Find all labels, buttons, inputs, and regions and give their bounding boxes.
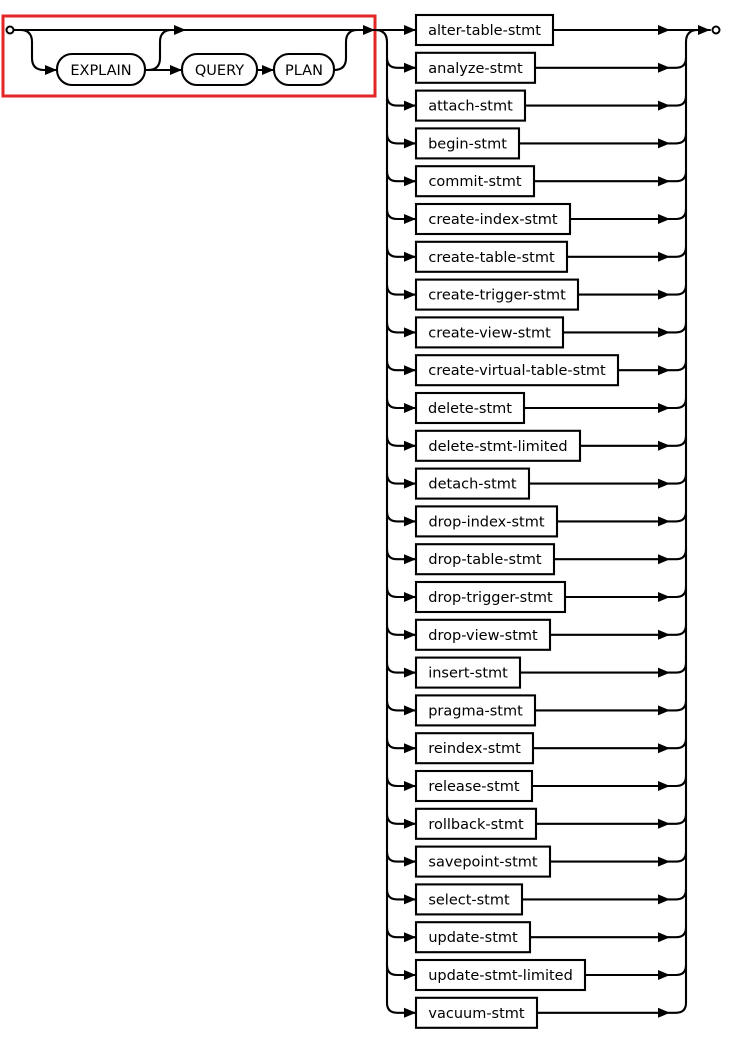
right-rail bbox=[686, 30, 698, 1003]
stmt-exit-arrow-icon bbox=[658, 894, 670, 904]
stmt-label-drop-index-stmt: drop-index-stmt bbox=[428, 514, 545, 531]
stmt-entry-arrow-icon bbox=[404, 25, 416, 35]
query-keyword: QUERY bbox=[194, 63, 245, 79]
stmt-exit-arrow-icon bbox=[658, 214, 670, 224]
stmt-entry-arrow-icon bbox=[404, 101, 416, 111]
stmt-entry-arrow-icon bbox=[404, 516, 416, 526]
stmt-label-rollback-stmt: rollback-stmt bbox=[428, 816, 524, 833]
stmt-label-analyze-stmt: analyze-stmt bbox=[428, 60, 523, 77]
stmt-exit-arrow-icon bbox=[658, 101, 670, 111]
stmt-entry-arrow-icon bbox=[404, 479, 416, 489]
stmt-exit-arrow-icon bbox=[658, 554, 670, 564]
stmt-entry-arrow-icon bbox=[404, 214, 416, 224]
stmt-label-pragma-stmt: pragma-stmt bbox=[428, 703, 523, 720]
stmt-label-delete-stmt: delete-stmt bbox=[428, 401, 512, 417]
stmt-exit-drop-trigger-stmt bbox=[565, 587, 686, 597]
stmt-label-detach-stmt: detach-stmt bbox=[428, 476, 517, 493]
stmt-exit-create-trigger-stmt bbox=[578, 285, 686, 295]
stmt-label-release-stmt: release-stmt bbox=[428, 779, 520, 795]
stmt-exit-arrow-icon bbox=[658, 403, 670, 413]
stmt-exit-arrow-icon bbox=[658, 781, 670, 791]
stmt-label-attach-stmt: attach-stmt bbox=[428, 98, 513, 115]
stmt-label-create-view-stmt: create-view-stmt bbox=[428, 325, 551, 342]
stmt-entry-arrow-icon bbox=[404, 970, 416, 980]
stmt-label-create-index-stmt: create-index-stmt bbox=[428, 212, 558, 228]
stmt-label-insert-stmt: insert-stmt bbox=[428, 665, 508, 682]
stmt-entry-arrow-icon bbox=[404, 403, 416, 413]
stmt-label-delete-stmt-limited: delete-stmt-limited bbox=[428, 438, 568, 455]
explain-keyword: EXPLAIN bbox=[70, 63, 132, 79]
stmt-label-select-stmt: select-stmt bbox=[428, 892, 510, 909]
stmt-exit-arrow-icon bbox=[658, 630, 670, 640]
stmt-exit-arrow-icon bbox=[658, 970, 670, 980]
stmt-exit-update-stmt-limited bbox=[585, 965, 686, 975]
alternatives-entry-arrow-icon bbox=[363, 25, 375, 35]
stmt-exit-arrow-icon bbox=[658, 252, 670, 262]
explain-branch-down bbox=[20, 30, 57, 70]
stmt-exit-arrow-icon bbox=[658, 516, 670, 526]
explain-entry-arrow-icon bbox=[45, 65, 57, 75]
stmt-entry-arrow-icon bbox=[404, 705, 416, 715]
stmt-exit-create-view-stmt bbox=[563, 322, 686, 332]
stmt-entry-arrow-icon bbox=[404, 441, 416, 451]
stmt-entry-arrow-icon bbox=[404, 668, 416, 678]
stmt-label-commit-stmt: commit-stmt bbox=[428, 174, 522, 191]
plan-exit-track bbox=[334, 30, 358, 70]
stmt-entry-arrow-icon bbox=[404, 894, 416, 904]
stmt-exit-arrow-icon bbox=[658, 176, 670, 186]
stmt-exit-create-index-stmt bbox=[570, 209, 686, 219]
stmt-exit-arrow-icon bbox=[658, 441, 670, 451]
stmt-exit-create-virtual-table-stmt bbox=[618, 360, 686, 370]
stmt-exit-arrow-icon bbox=[658, 705, 670, 715]
stmt-label-update-stmt-limited: update-stmt-limited bbox=[428, 968, 573, 984]
stmt-exit-create-table-stmt bbox=[567, 247, 686, 257]
stmt-exit-arrow-icon bbox=[658, 932, 670, 942]
stmt-exit-arrow-icon bbox=[658, 138, 670, 148]
stmt-entry-arrow-icon bbox=[404, 327, 416, 337]
plan-keyword: PLAN bbox=[285, 63, 323, 79]
stmt-entry-arrow-icon bbox=[404, 1008, 416, 1018]
stmt-label-drop-view-stmt: drop-view-stmt bbox=[428, 627, 538, 644]
stmt-label-create-table-stmt: create-table-stmt bbox=[428, 249, 555, 266]
stmt-exit-arrow-icon bbox=[658, 365, 670, 375]
stmt-exit-arrow-icon bbox=[658, 479, 670, 489]
stmt-exit-arrow-icon bbox=[658, 857, 670, 867]
stmt-entry-arrow-icon bbox=[404, 365, 416, 375]
stmt-entry-arrow-icon bbox=[404, 138, 416, 148]
stmt-entry-arrow-icon bbox=[404, 743, 416, 753]
stmt-entry-arrow-icon bbox=[404, 63, 416, 73]
stmt-label-vacuum-stmt: vacuum-stmt bbox=[428, 1005, 525, 1022]
bypass-arrow-icon bbox=[174, 25, 186, 35]
stmt-entry-arrow-icon bbox=[404, 857, 416, 867]
stmt-exit-delete-stmt-limited bbox=[580, 436, 686, 446]
stmt-exit-arrow-icon bbox=[658, 25, 670, 35]
stmt-label-create-trigger-stmt: create-trigger-stmt bbox=[428, 287, 566, 304]
stmt-exit-arrow-icon bbox=[658, 819, 670, 829]
stmt-entry-arrow-icon bbox=[404, 932, 416, 942]
stmt-exit-arrow-icon bbox=[658, 743, 670, 753]
stmt-exit-arrow-icon bbox=[658, 290, 670, 300]
stmt-entry-arrow-icon bbox=[404, 252, 416, 262]
stmt-label-begin-stmt: begin-stmt bbox=[428, 136, 507, 153]
stmt-entry-arrow-icon bbox=[404, 819, 416, 829]
stmt-entry-arrow-icon bbox=[404, 781, 416, 791]
stmt-exit-arrow-icon bbox=[658, 63, 670, 73]
stmt-label-savepoint-stmt: savepoint-stmt bbox=[428, 854, 538, 871]
stmt-entry-arrow-icon bbox=[404, 176, 416, 186]
stmt-entry-arrow-icon bbox=[404, 554, 416, 564]
stmt-exit-arrow-icon bbox=[658, 592, 670, 602]
stmt-label-create-virtual-table-stmt: create-virtual-table-stmt bbox=[428, 363, 606, 380]
stmt-label-drop-trigger-stmt: drop-trigger-stmt bbox=[428, 590, 553, 606]
stmt-entry-arrow-icon bbox=[404, 290, 416, 300]
explain-section bbox=[3, 16, 375, 96]
stmt-label-reindex-stmt: reindex-stmt bbox=[428, 741, 521, 758]
plan-entry-arrow-icon bbox=[262, 65, 274, 75]
stmt-entry-arrow-icon bbox=[404, 630, 416, 640]
stmt-label-drop-table-stmt: drop-table-stmt bbox=[428, 552, 542, 569]
stmt-entry-arrow-icon bbox=[404, 592, 416, 602]
query-plan-bypass bbox=[148, 30, 172, 70]
stmt-label-update-stmt: update-stmt bbox=[428, 930, 518, 947]
stmt-exit-arrow-icon bbox=[658, 327, 670, 337]
stmt-label-alter-table-stmt: alter-table-stmt bbox=[428, 23, 541, 39]
stmt-exit-drop-index-stmt bbox=[557, 511, 686, 521]
query-entry-arrow-icon bbox=[170, 65, 182, 75]
stmt-exit-arrow-icon bbox=[658, 1008, 670, 1018]
stmt-exit-arrow-icon bbox=[658, 668, 670, 678]
statement-alternatives bbox=[375, 15, 698, 1028]
left-rail bbox=[375, 30, 387, 1003]
end-terminal bbox=[713, 27, 720, 34]
exit-arrow-icon bbox=[698, 25, 710, 35]
